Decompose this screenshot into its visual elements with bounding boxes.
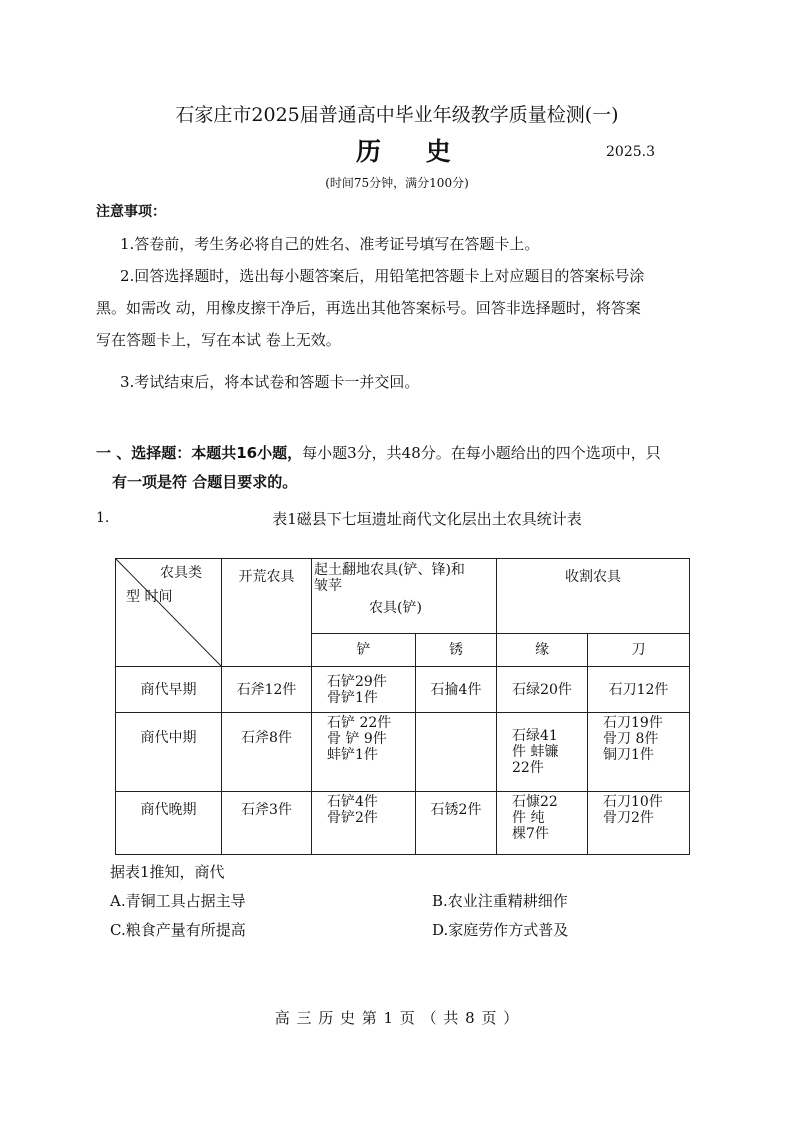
- notice-item-1: 1.答卷前，考生务必将自己的姓名、准考证号填写在答题卡上。: [120, 235, 540, 253]
- sub-header-dao: 刀: [588, 634, 690, 667]
- cell-line: 骨铲1件: [327, 689, 378, 706]
- section-heading-line-2: 有一项是符 合题目要求的。: [112, 473, 298, 491]
- cell-line: 石刀19件: [603, 715, 663, 731]
- cell-line: 石刀10件: [603, 794, 663, 810]
- period-cell: 商代中期: [116, 713, 222, 792]
- yuan-cell: [497, 792, 588, 855]
- chan-cell: [312, 713, 416, 792]
- xiu-cell: [416, 713, 497, 792]
- cell-line: 件 纯: [512, 810, 545, 826]
- option-d[interactable]: D.家庭劳作方式普及: [432, 921, 569, 939]
- notice-heading: 注意事项：: [96, 204, 166, 220]
- yuan-cell: 石绿20件: [497, 667, 588, 713]
- dao-cell: [588, 713, 690, 792]
- fu-cell: 石斧3件: [222, 792, 312, 855]
- notice-item-2-line-3: 写在答题卡上，写在本试 卷上无效。: [96, 331, 341, 349]
- dao-cell: 石刀12件: [588, 667, 690, 713]
- section-heading-part3: 共48分。在每小题给出的四个选项中，只: [386, 444, 661, 462]
- page-footer: 高 三 历 史 第 1 页 （ 共 8 页 ）: [274, 1009, 520, 1027]
- cell-line: 蚌铲1件: [327, 747, 378, 763]
- chan-cell: [312, 792, 416, 855]
- question-number: 1.: [96, 510, 110, 526]
- section-heading: [96, 442, 661, 463]
- exam-title: 石家庄市2025届普通高中毕业年级教学质量检测(一): [175, 104, 619, 126]
- header-qitu-line-1: 起土翻地农具(铲、锋)和: [314, 562, 465, 578]
- diagonal-header-cell: [116, 559, 222, 667]
- fu-cell: 石斧12件: [222, 667, 312, 713]
- table-row: [116, 713, 690, 792]
- cell-line: 骨刀2件: [603, 810, 654, 826]
- header-shouge: 收割农具: [497, 559, 690, 634]
- notice-item-3: 3.考试结束后，将本试卷和答题卡一并交回。: [120, 373, 420, 391]
- subject-title: 历 史: [356, 137, 469, 166]
- option-a[interactable]: A.青铜工具占据主导: [110, 892, 246, 910]
- cell-line: 石绿41: [512, 728, 558, 744]
- cell-line: 铜刀1件: [603, 747, 654, 763]
- cell-line: 棵7件: [512, 826, 549, 842]
- question-stem: 据表1推知，商代: [110, 863, 225, 881]
- header-qitu-line-3: 农具(铲): [369, 600, 422, 616]
- header-qitu-line-2: 皱苹: [314, 578, 342, 594]
- cell-line: 石慷22: [512, 794, 558, 810]
- period-cell: 商代早期: [116, 667, 222, 713]
- farm-tools-table: [115, 558, 690, 855]
- dao-cell: [588, 792, 690, 855]
- header-kaihuang: 开荒农具: [222, 559, 312, 667]
- cell-line: 石铲 22件: [327, 715, 392, 731]
- diag-header-top: 农具类: [160, 565, 202, 581]
- table-row: [116, 667, 690, 713]
- cell-line: 骨刀 8件: [603, 731, 659, 747]
- table-row: [116, 792, 690, 855]
- period-cell: 商代晚期: [116, 792, 222, 855]
- sub-header-yuan: 缘: [497, 634, 588, 667]
- section-heading-part1: 一 、选择题：本题共16小题，: [96, 444, 303, 462]
- exam-date: 2025.3: [606, 144, 655, 160]
- cell-line: 石铲4件: [327, 794, 378, 810]
- option-c[interactable]: C.粮食产量有所提高: [110, 921, 246, 939]
- yuan-cell: [497, 713, 588, 792]
- cell-line: 石铲29件: [327, 673, 387, 690]
- time-info: (时间75分钟，满分100分): [325, 176, 469, 190]
- xiu-cell: 石掄4件: [416, 667, 497, 713]
- fu-cell: 石斧8件: [222, 713, 312, 792]
- notice-item-2-line-2: 黑。如需改 动，用橡皮擦干净后，再选出其他答案标号。回答非选择题时，将答案: [96, 299, 641, 317]
- diag-header-bottom: 型 时间: [126, 589, 173, 605]
- header-qitu: [312, 559, 497, 634]
- section-heading-part2: 每小题3分，: [302, 444, 387, 462]
- xiu-cell: 石锈2件: [416, 792, 497, 855]
- sub-header-chan: 铲: [312, 634, 416, 667]
- notice-item-2-line-1: 2.回答选择题时，选出每小题答案后，用铅笔把答题卡上对应题目的答案标号涂: [120, 267, 645, 285]
- cell-line: 骨铲2件: [327, 810, 378, 826]
- sub-header-xiu: 锈: [416, 634, 497, 667]
- cell-line: 骨 铲 9件: [327, 731, 387, 747]
- option-b[interactable]: B.农业注重精耕细作: [432, 892, 568, 910]
- chan-cell: [312, 667, 416, 713]
- cell-line: 22件: [512, 760, 544, 776]
- table-caption: 表1磁县下七垣遗址商代文化层出土农具统计表: [272, 510, 582, 528]
- cell-line: 件 蚌镰: [512, 744, 559, 760]
